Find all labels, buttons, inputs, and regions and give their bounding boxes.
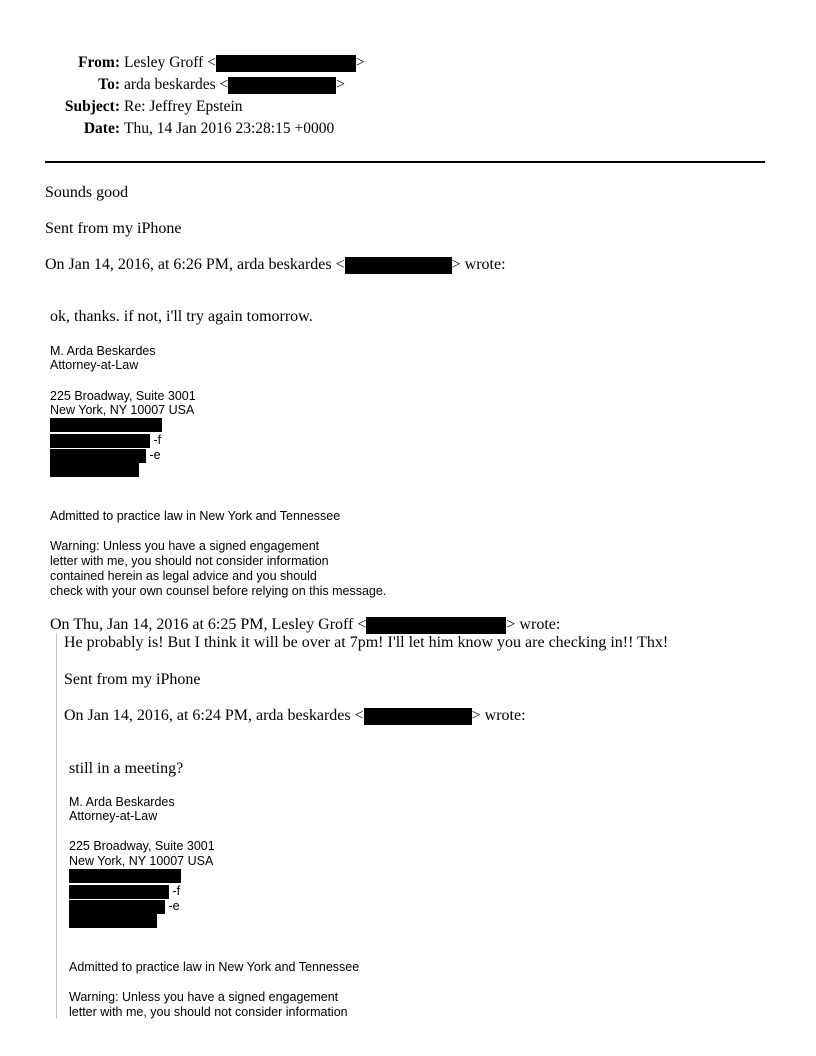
warning-line-2: letter with me, you should not consider information [50, 554, 329, 568]
reply-text: Sounds good [45, 184, 129, 201]
redaction-box [69, 914, 157, 928]
redaction-box [228, 77, 336, 94]
signature-email: -e [50, 448, 161, 463]
signature-name: M. Arda Beskardes [50, 344, 156, 358]
signature2-fax: -f [69, 884, 180, 899]
from-close: > [355, 54, 365, 71]
msg3-text: still in a meeting? [69, 760, 184, 777]
redaction-box [364, 708, 472, 725]
from-label: From: [78, 54, 120, 71]
reply-signature: Sent from my iPhone [45, 220, 182, 237]
signature-title: Attorney-at-Law [50, 358, 139, 372]
date-label: Date: [83, 120, 120, 137]
subject-row [0, 97, 816, 117]
admitted-notice-2: Admitted to practice law in New York and Tennessee [69, 960, 360, 974]
warning2-line-2: letter with me, you should not consider information [69, 1005, 348, 1019]
date-value: Thu, 14 Jan 2016 23:28:15 +0000 [124, 120, 335, 137]
quote-bar [56, 633, 57, 1018]
redaction-box [69, 900, 165, 914]
redaction-box [69, 885, 169, 899]
redaction-box [366, 617, 506, 634]
to-value: arda beskardes < [124, 76, 229, 93]
signature-fax: -f [50, 433, 161, 448]
admitted-notice: Admitted to practice law in New York and Tennessee [50, 509, 341, 523]
attribution-3: On Jan 14, 2016, at 6:24 PM, arda beskardes < > wrote: [64, 707, 526, 724]
msg2-signature: Sent from my iPhone [64, 671, 201, 688]
signature-address-2: New York, NY 10007 USA [50, 403, 195, 417]
from-row [0, 53, 816, 73]
redaction-box [216, 55, 356, 72]
signature2-name: M. Arda Beskardes [69, 795, 175, 809]
signature-address-1: 225 Broadway, Suite 3001 [50, 389, 196, 403]
msg2-text: He probably is! But I think it will be over at 7pm! I'll let him know you are checking in!! Thx! [64, 634, 669, 651]
warning-line-1: Warning: Unless you have a signed engagement [50, 539, 320, 553]
subject-label: Subject: [64, 98, 120, 115]
msg1-text: ok, thanks. if not, i'll try again tomorrow. [50, 308, 313, 325]
signature2-address-2: New York, NY 10007 USA [69, 854, 214, 868]
header-divider [45, 161, 765, 163]
subject-value: Re: Jeffrey Epstein [124, 98, 243, 115]
to-label: To: [98, 76, 120, 93]
redaction-box [50, 418, 162, 432]
redaction-box [50, 463, 139, 477]
redaction-box [50, 449, 146, 463]
attribution-1: On Jan 14, 2016, at 6:26 PM, arda beskardes < > wrote: [45, 256, 506, 273]
warning2-line-1: Warning: Unless you have a signed engagement [69, 990, 339, 1004]
signature2-address-1: 225 Broadway, Suite 3001 [69, 839, 215, 853]
attribution-2: On Thu, Jan 14, 2016 at 6:25 PM, Lesley Groff < > wrote: [50, 616, 561, 633]
date-row [0, 119, 816, 139]
to-row [0, 75, 816, 95]
redaction-box [69, 869, 181, 883]
to-close: > [336, 76, 346, 93]
warning-line-4: check with your own counsel before relying on this message. [50, 584, 387, 598]
signature2-email: -e [69, 899, 180, 914]
redaction-box [345, 257, 452, 274]
warning-line-3: contained herein as legal advice and you should [50, 569, 317, 583]
from-value: Lesley Groff < [124, 54, 216, 71]
signature2-title: Attorney-at-Law [69, 809, 158, 823]
redaction-box [50, 434, 150, 448]
